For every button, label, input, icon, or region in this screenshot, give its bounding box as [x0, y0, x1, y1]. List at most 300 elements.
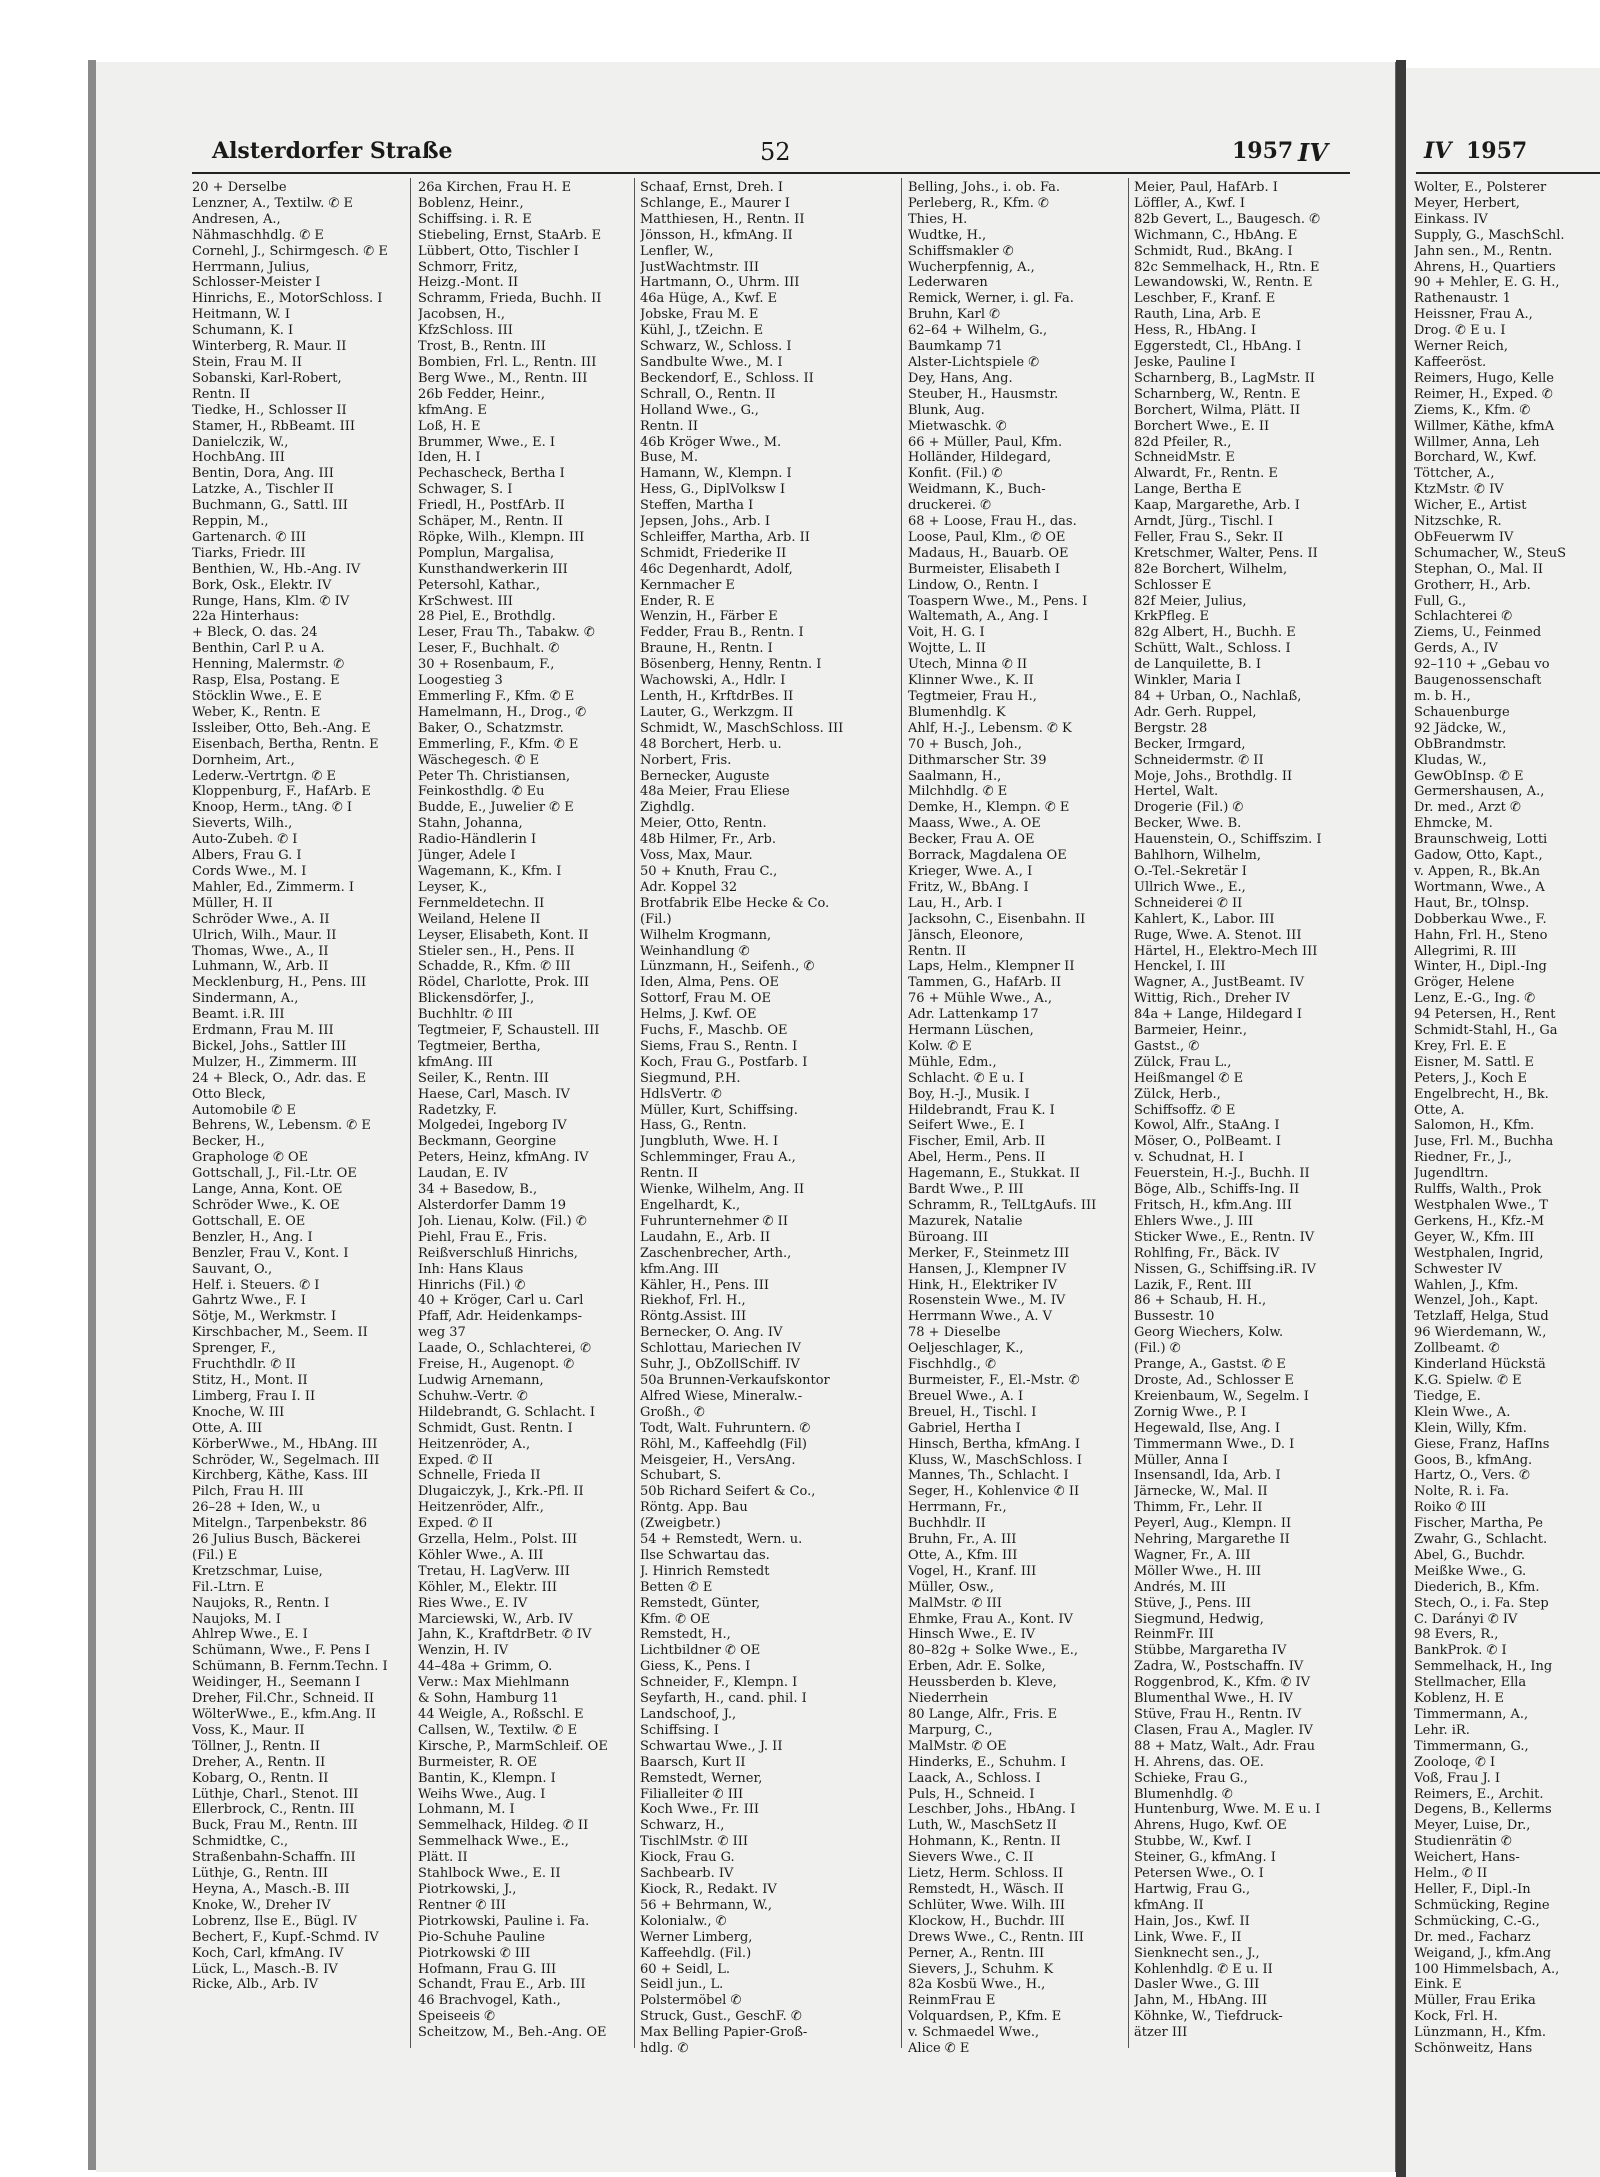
directory-entry: 40 + Kröger, Carl u. Carl: [418, 1293, 584, 1309]
directory-entry: Feinkosthdlg. ✆ Eu: [418, 784, 545, 800]
directory-entry: Diederich, B., Kfm.: [1414, 1579, 1540, 1595]
directory-entry: Lünzmann, H., Seifenh., ✆: [640, 959, 815, 975]
directory-entry: Scharnberg, W., Rentn. E: [1134, 386, 1301, 402]
directory-entry: Riedner, Fr., J.,: [1414, 1150, 1512, 1166]
directory-entry: Reimers, Hugo, Kelle: [1414, 370, 1554, 386]
directory-entry: Röntg. App. Bau: [640, 1500, 748, 1516]
directory-entry: Henning, Malermstr. ✆: [192, 657, 345, 673]
directory-entry: Emmerling, F., Kfm. ✆ E: [418, 736, 579, 752]
directory-entry: Schmorr, Fritz,: [418, 259, 518, 275]
directory-entry: Jeske, Pauline I: [1134, 354, 1236, 370]
directory-entry: Freise, H., Augenopt. ✆: [418, 1357, 575, 1373]
directory-entry: O.-Tel.-Sekretär I: [1134, 863, 1247, 879]
directory-entry: Jänsch, Eleonore,: [908, 927, 1024, 943]
directory-entry: KfzSchloss. III: [418, 323, 513, 339]
directory-entry: Blumenhdlg. ✆: [1134, 1786, 1233, 1802]
directory-entry: Seyfarth, H., cand. phil. I: [640, 1691, 807, 1707]
directory-entry: Luhmann, W., Arb. II: [192, 959, 329, 975]
directory-entry: Burmeister, R. OE: [418, 1754, 538, 1770]
directory-entry: Westphalen Wwe., T: [1414, 1198, 1548, 1213]
directory-entry: Voit, H. G. I: [908, 625, 985, 641]
directory-entry: Clasen, Frau A., Magler. IV: [1134, 1722, 1313, 1738]
directory-entry: Kinderland Hückstä: [1414, 1357, 1546, 1373]
directory-entry: Peters, Heinz, kfmAng. IV: [418, 1150, 589, 1166]
directory-entry: Voss, Max, Maur.: [640, 848, 753, 864]
directory-entry: Dreher, A., Rentn. II: [192, 1754, 326, 1770]
directory-entry: Nolte, R. i. Fa.: [1414, 1484, 1510, 1500]
directory-entry: Niederrhein: [908, 1691, 989, 1707]
directory-entry: Lichtbildner ✆ OE: [640, 1643, 761, 1659]
directory-entry: Baugenossenschaft: [1414, 673, 1542, 689]
directory-entry: Köhler, M., Elektr. III: [418, 1579, 558, 1595]
directory-entry: Stüve, Frau H., Rentn. IV: [1134, 1707, 1302, 1722]
directory-entry: Semmelhack, Hildeg. ✆ II: [418, 1818, 589, 1834]
directory-entry: Vogel, H., Kranf. III: [908, 1563, 1037, 1579]
directory-entry: Meißke Wwe., G.: [1414, 1563, 1527, 1579]
directory-entry: Filialleiter ✆ III: [640, 1786, 744, 1802]
directory-entry: Otte, A., Kfm. III: [908, 1547, 1018, 1563]
directory-entry: Siegmund, Hedwig,: [1134, 1611, 1264, 1627]
directory-entry: Fil.-Ltrn. E: [192, 1579, 265, 1595]
directory-entry: Semmelhack, H., Ing: [1414, 1659, 1553, 1675]
directory-entry: Nissen, G., Schiffsing.iR. IV: [1134, 1261, 1316, 1277]
directory-entry: Stöcklin Wwe., E. E: [192, 689, 322, 704]
column-2: [418, 180, 630, 2060]
directory-entry: Müller, Kurt, Schiffsing.: [640, 1102, 798, 1118]
directory-entry: Meyer, Luise, Dr.,: [1414, 1818, 1531, 1834]
directory-entry: Roggenbrod, K., Kfm. ✆ IV: [1134, 1675, 1311, 1691]
directory-entry: Benthin, Carl P. u A.: [192, 641, 325, 657]
directory-entry: Kirchberg, Käthe, Kass. III: [192, 1468, 369, 1484]
directory-entry: Wagner, Fr., A. III: [1134, 1547, 1251, 1563]
directory-entry: Möser, O., PolBeamt. I: [1134, 1134, 1281, 1150]
directory-entry: Schneiderei ✆ II: [1134, 895, 1243, 911]
directory-entry: Timmermann, G.,: [1414, 1738, 1529, 1754]
directory-entry: Remstedt, H., Wäsch. II: [908, 1881, 1064, 1897]
directory-entry: Jobske, Frau M. E: [640, 307, 759, 323]
directory-entry: Gabriel, Hertha I: [908, 1420, 1021, 1436]
directory-entry: Thies, H.: [908, 211, 968, 227]
directory-entry: Exped. ✆ II: [418, 1452, 493, 1468]
directory-entry: ReinmFrau E: [908, 1993, 996, 2009]
directory-entry: Radetzky, F.: [418, 1102, 497, 1118]
directory-entry: Wicher, E., Artist: [1414, 498, 1527, 514]
directory-entry: Emmerling F., Kfm. ✆ E: [418, 689, 575, 704]
directory-entry: Schmidt-Stahl, H., Ga: [1414, 1023, 1558, 1039]
directory-entry: Issleiber, Otto, Beh.-Ang. E: [192, 720, 371, 736]
directory-entry: Rentn. II: [908, 943, 966, 959]
directory-entry: Plätt. II: [418, 1850, 468, 1866]
directory-entry: Trost, B., Rentn. III: [418, 339, 546, 355]
directory-entry: Fischer, Emil, Arb. II: [908, 1134, 1046, 1150]
directory-entry: 82g Albert, H., Buchh. E: [1134, 625, 1296, 641]
directory-entry: Schuhw.-Vertr. ✆: [418, 1388, 528, 1404]
directory-entry: Jönsson, H., kfmAng. II: [640, 227, 793, 243]
directory-entry: Juse, Frl. M., Buchha: [1414, 1134, 1554, 1150]
directory-entry: 88 + Matz, Walt., Adr. Frau: [1134, 1738, 1315, 1754]
directory-entry: Peyerl, Aug., Klempn. II: [1134, 1516, 1292, 1532]
directory-entry: Schramm, R., TelLtgAufs. III: [908, 1198, 1097, 1213]
directory-entry: Schwarz, W., Schloss. I: [640, 339, 792, 355]
directory-entry: 56 + Behrmann, W.,: [640, 1897, 772, 1913]
directory-entry: Schmidt, W., MaschSchloss. III: [640, 720, 844, 736]
directory-entry: Fuhrunternehmer ✆ II: [640, 1213, 788, 1229]
directory-entry: (Fil.) ✆: [1134, 1341, 1181, 1357]
right-header-rule: [1416, 172, 1600, 174]
directory-entry: 66 + Müller, Paul, Kfm.: [908, 434, 1063, 450]
directory-entry: Hartmann, O., Uhrm. III: [640, 275, 800, 291]
directory-entry: Dr. med., Facharz: [1414, 1929, 1531, 1945]
directory-entry: Bösenberg, Henny, Rentn. I: [640, 657, 822, 673]
directory-entry: Weichert, Hans-: [1414, 1850, 1520, 1866]
scan-edge: [88, 60, 96, 2170]
directory-entry: 22a Hinterhaus:: [192, 609, 299, 625]
directory-entry: Schmidtke, C.,: [192, 1834, 289, 1850]
directory-entry: Weihs Wwe., Aug. I: [418, 1786, 546, 1802]
directory-entry: Wenzel, Joh., Kapt.: [1414, 1293, 1539, 1309]
directory-entry: Schütt, Walt., Schloss. I: [1134, 641, 1291, 657]
directory-entry: Remstedt, Werner,: [640, 1770, 763, 1786]
directory-entry: Semmelhack Wwe., E.,: [418, 1834, 569, 1850]
directory-entry: Rohlfing, Fr., Bäck. IV: [1134, 1245, 1280, 1261]
directory-entry: Arndt, Jürg., Tischl. I: [1134, 514, 1274, 530]
directory-entry: Konfit. (Fil.) ✆: [908, 466, 1003, 482]
directory-entry: Kohlenhdlg. ✆ E u. II: [1134, 1961, 1273, 1977]
directory-entry: Schrall, O., Rentn. II: [640, 386, 776, 402]
directory-entry: Rentn. II: [640, 1166, 698, 1182]
directory-entry: Grotherr, H., Arb.: [1414, 577, 1531, 593]
directory-entry: Callsen, W., Textilw. ✆ E: [418, 1722, 578, 1738]
directory-entry: 46b Kröger Wwe., M.: [640, 434, 782, 450]
directory-entry: Sachbearb. IV: [640, 1866, 734, 1882]
directory-entry: Zülck, Herb.,: [1134, 1086, 1221, 1102]
directory-entry: Rulffs, Walth., Prok: [1414, 1182, 1542, 1198]
directory-entry: Matthiesen, H., Rentn. II: [640, 211, 805, 227]
directory-entry: Schröder, W., Segelmach. III: [192, 1452, 380, 1468]
directory-entry: Zighdlg.: [640, 800, 695, 816]
directory-entry: 54 + Remstedt, Wern. u.: [640, 1532, 803, 1548]
directory-entry: Timmermann, A.,: [1414, 1707, 1529, 1722]
directory-entry: Rasp, Elsa, Postang. E: [192, 673, 340, 689]
directory-entry: Jepsen, Johs., Arb. I: [640, 514, 771, 530]
directory-entry: 96 Wierdemann, W.,: [1414, 1325, 1547, 1341]
directory-entry: Schiffsmakler ✆: [908, 243, 1014, 259]
directory-entry: Breuel, H., Tischl. I: [908, 1404, 1037, 1420]
directory-entry: Schumann, K. I: [192, 323, 294, 339]
directory-entry: ätzer III: [1134, 2025, 1188, 2041]
directory-entry: kfm.Ang. III: [640, 1261, 719, 1277]
directory-entry: 48b Hilmer, Fr., Arb.: [640, 832, 776, 848]
directory-entry: Schönweitz, Hans: [1414, 2041, 1533, 2057]
directory-entry: 44 Weigle, A., Roßschl. E: [418, 1707, 584, 1722]
directory-entry: Timmermann Wwe., D. I: [1134, 1436, 1295, 1452]
directory-entry: Dreher, Fil.Chr., Schneid. II: [192, 1691, 375, 1707]
directory-entry: Limberg, Frau I. II: [192, 1388, 316, 1404]
directory-entry: Ender, R. E: [640, 593, 715, 609]
directory-entry: Straßenbahn-Schaffn. III: [192, 1850, 356, 1866]
directory-entry: Tegtmeier, Frau H.,: [908, 689, 1037, 704]
directory-entry: Otte, A. III: [192, 1420, 263, 1436]
directory-entry: Schümann, Wwe., F. Pens I: [192, 1643, 371, 1659]
directory-entry: Perleberg, R., Kfm. ✆: [908, 195, 1049, 211]
directory-entry: Knoop, Herm., tAng. ✆ I: [192, 800, 353, 816]
directory-entry: Mahler, Ed., Zimmerm. I: [192, 879, 355, 895]
directory-entry: 84a + Lange, Hildegard I: [1134, 1007, 1303, 1023]
directory-entry: 82b Gevert, L., Baugesch. ✆: [1134, 211, 1321, 227]
directory-entry: KörberWwe., M., HbAng. III: [192, 1436, 378, 1452]
directory-entry: Haut, Br., tOlnsp.: [1414, 895, 1530, 911]
directory-entry: Giess, K., Pens. I: [640, 1659, 751, 1675]
directory-entry: Runge, Hans, Klm. ✆ IV: [192, 593, 350, 609]
directory-entry: Zornig Wwe., P. I: [1134, 1404, 1247, 1420]
directory-entry: Schandt, Frau E., Arb. III: [418, 1977, 586, 1993]
directory-entry: Fritsch, H., kfm.Ang. III: [1134, 1198, 1292, 1213]
directory-entry: Tiedke, H., Schlosser II: [192, 402, 347, 418]
directory-entry: Härtel, H., Elektro-Mech III: [1134, 943, 1318, 959]
directory-entry: HdlsVertr. ✆: [640, 1086, 722, 1102]
directory-entry: Steffen, Martha I: [640, 498, 754, 514]
directory-entry: Kloppenburg, F., HafArb. E: [192, 784, 371, 800]
directory-entry: Siegmund, P.H.: [640, 1070, 741, 1086]
directory-entry: Oeljeschlager, K.,: [908, 1341, 1024, 1357]
directory-entry: Schadde, R., Kfm. ✆ III: [418, 959, 571, 975]
directory-entry: Müller, Osw.,: [908, 1579, 994, 1595]
directory-entry: Wenzin, H., Färber E: [640, 609, 778, 625]
directory-entry: Todt, Walt. Fuhruntern. ✆: [640, 1420, 811, 1436]
directory-entry: weg 37: [418, 1325, 466, 1341]
directory-entry: Lüthje, Charl., Stenot. III: [192, 1786, 359, 1802]
directory-entry: Loß, H. E: [418, 418, 481, 434]
directory-entry: Fischhdlg., ✆: [908, 1357, 996, 1373]
directory-entry: Laade, O., Schlachterei, ✆: [418, 1341, 591, 1357]
directory-entry: Beckendorf, E., Schloss. II: [640, 370, 814, 386]
directory-entry: Müller, H. II: [192, 895, 273, 911]
directory-entry: Lenz, E.-G., Ing. ✆: [1414, 991, 1536, 1007]
directory-entry: Schubart, S.: [640, 1468, 722, 1484]
directory-entry: Sauvant, O.,: [192, 1261, 273, 1277]
directory-entry: Loose, Paul, Klm., ✆ OE: [908, 529, 1066, 545]
directory-entry: Heissner, Frau A.,: [1414, 307, 1533, 323]
directory-entry: Piotrkowski ✆ III: [418, 1945, 531, 1961]
directory-entry: Schneider, F., Klempn. I: [640, 1675, 798, 1691]
directory-entry: Kiock, Frau G.: [640, 1850, 735, 1866]
directory-entry: Röpke, Wilh., Klempn. III: [418, 529, 585, 545]
directory-entry: Jahn, M., HbAng. III: [1134, 1993, 1268, 2009]
directory-entry: Kiock, R., Redakt. IV: [640, 1881, 777, 1897]
directory-entry: Bernecker, O. Ang. IV: [640, 1325, 783, 1341]
directory-entry: Holländer, Hildegard,: [908, 450, 1052, 466]
directory-entry: Graphologe ✆ OE: [192, 1150, 309, 1166]
directory-entry: Kowol, Alfr., StaAng. I: [1134, 1118, 1280, 1134]
directory-entry: Schümann, B. Fernm.Techn. I: [192, 1659, 388, 1675]
directory-entry: Schröder Wwe., K. OE: [192, 1198, 340, 1213]
directory-entry: Fernmeldetechn. II: [418, 895, 545, 911]
directory-entry: Leser, F., Buchhalt. ✆: [418, 641, 560, 657]
directory-entry: Tretau, H. LagVerw. III: [418, 1563, 570, 1579]
directory-entry: Stüve, J., Pens. III: [1134, 1595, 1251, 1611]
directory-entry: Schäper, M., Rentn. II: [418, 514, 564, 530]
directory-entry: Jugendltrn.: [1414, 1166, 1489, 1182]
directory-entry: Weigand, J., kfm.Ang: [1414, 1945, 1552, 1961]
directory-entry: Herrmann, Fr.,: [908, 1500, 1007, 1516]
directory-entry: Stahn, Johanna,: [418, 816, 523, 832]
directory-entry: Borchert Wwe., E. II: [1134, 418, 1270, 434]
directory-entry: Ludwig Arnemann,: [418, 1372, 544, 1388]
directory-entry: Kreienbaum, W., Segelm. I: [1134, 1388, 1309, 1404]
directory-entry: H. Ahrens, das. OE.: [1134, 1754, 1264, 1770]
directory-entry: Jacobsen, H.,: [418, 307, 505, 323]
directory-entry: Rosenstein Wwe., M. IV: [908, 1293, 1066, 1309]
directory-entry: Tiarks, Friedr. III: [192, 545, 306, 561]
directory-entry: Blumenthal Wwe., H. IV: [1134, 1691, 1293, 1707]
directory-entry: 46c Degenhardt, Adolf,: [640, 561, 793, 577]
directory-entry: Henckel, I. III: [1134, 959, 1226, 975]
right-volume-label: IV: [1424, 138, 1452, 164]
directory-entry: Klein, Willy, Kfm.: [1414, 1420, 1527, 1436]
directory-entry: Röhl, M., Kaffeehdlg (Fil): [640, 1436, 807, 1452]
directory-entry: Scharnberg, B., LagMstr. II: [1134, 370, 1315, 386]
directory-entry: 46 Brachvogel, Kath.,: [418, 1993, 561, 2009]
directory-entry: Schumacher, W., SteuS: [1414, 545, 1566, 561]
directory-entry: Breuel Wwe., A. I: [908, 1388, 1024, 1404]
directory-entry: Stamer, H., RbBeamt. III: [192, 418, 356, 434]
directory-entry: de Lanquilette, B. I: [1134, 657, 1261, 673]
directory-entry: Pio-Schuhe Pauline: [418, 1929, 545, 1945]
directory-entry: Klockow, H., Buchdr. III: [908, 1913, 1065, 1929]
directory-entry: Schlachterei ✆: [1414, 609, 1513, 625]
directory-entry: Töttcher, A.,: [1414, 466, 1495, 482]
directory-entry: Weiland, Helene II: [418, 911, 541, 927]
directory-entry: Kolw. ✆ E: [908, 1038, 972, 1054]
directory-entry: Helms, J. Kwf. OE: [640, 1007, 757, 1023]
directory-entry: Dasler Wwe., G. III: [1134, 1977, 1260, 1993]
directory-entry: Bruhn, Karl ✆: [908, 307, 1001, 323]
directory-entry: Willmer, Anna, Leh: [1414, 434, 1540, 450]
directory-entry: Friedl, H., PostfArb. II: [418, 498, 565, 514]
directory-entry: GewObInsp. ✆ E: [1414, 768, 1524, 784]
directory-entry: Müller, Frau Erika: [1414, 1993, 1536, 2009]
directory-entry: Seidl jun., L.: [640, 1977, 724, 1993]
directory-entry: Beckmann, Georgine: [418, 1134, 557, 1150]
directory-entry: Meisgeier, H., VersAng.: [640, 1452, 796, 1468]
directory-entry: Borchert, Wilma, Plätt. II: [1134, 402, 1301, 418]
column-separator: [901, 178, 902, 2048]
directory-entry: 92 Jädcke, W.,: [1414, 720, 1507, 736]
directory-entry: Schlottau, Mariechen IV: [640, 1341, 801, 1357]
directory-entry: Rauth, Lina, Arb. E: [1134, 307, 1261, 323]
directory-entry: Hinsch, Bertha, kfmAng. I: [908, 1436, 1081, 1452]
directory-entry: Benzler, H., Ang. I: [192, 1229, 313, 1245]
directory-entry: (Zweigbetr.): [640, 1516, 721, 1532]
directory-entry: Schwartau Wwe., J. II: [640, 1738, 783, 1754]
directory-entry: Lazik, F., Rent. III: [1134, 1277, 1252, 1293]
directory-entry: v. Schudnat, H. I: [1134, 1150, 1244, 1166]
directory-entry: Haese, Carl, Masch. IV: [418, 1086, 570, 1102]
directory-entry: Baarsch, Kurt II: [640, 1754, 746, 1770]
directory-entry: Link, Wwe. F., II: [1134, 1929, 1242, 1945]
directory-entry: Rödel, Charlotte, Prok. III: [418, 975, 590, 991]
directory-entry: Helf. i. Steuers. ✆ I: [192, 1277, 320, 1293]
directory-entry: Hohmann, K., Rentn. II: [908, 1834, 1061, 1850]
directory-entry: Riekhof, Frl. H.,: [640, 1293, 746, 1309]
directory-entry: Wucherpfennig, A.,: [908, 259, 1035, 275]
directory-entry: Petersen Wwe., O. I: [1134, 1866, 1264, 1882]
directory-entry: Lüthje, G., Rentn. III: [192, 1866, 329, 1882]
directory-entry: Seifert Wwe., E. I: [908, 1118, 1025, 1134]
directory-entry: Mietwaschk. ✆: [908, 418, 1007, 434]
directory-entry: + Bleck, O. das. 24: [192, 625, 318, 641]
directory-entry: Krey, Frl. E. E: [1414, 1038, 1507, 1054]
directory-entry: Wagner, A., JustBeamt. IV: [1134, 975, 1305, 991]
directory-entry: Ahrens, Hugo, Kwf. OE: [1134, 1818, 1287, 1834]
directory-entry: Nitzschke, R.: [1414, 514, 1502, 530]
directory-entry: Schlacht. ✆ E u. I: [908, 1070, 1025, 1086]
directory-entry: 50a Brunnen-Verkaufskontor: [640, 1372, 830, 1388]
directory-entry: Leser, Frau Th., Tabakw. ✆: [418, 625, 595, 641]
directory-entry: Landschoof, J.,: [640, 1707, 737, 1722]
directory-entry: Prange, A., Gastst. ✆ E: [1134, 1357, 1286, 1373]
directory-entry: Schmidt, Friederike II: [640, 545, 787, 561]
directory-entry: Hink, H., Elektriker IV: [908, 1277, 1057, 1293]
directory-entry: Barmeier, Heinr.,: [1134, 1023, 1248, 1039]
directory-entry: Droste, Ad., Schlosser E: [1134, 1372, 1294, 1388]
directory-entry: TischlMstr. ✆ III: [640, 1834, 748, 1850]
directory-entry: Kock, Frl. H.: [1414, 2009, 1498, 2025]
directory-entry: Lange, Bertha E: [1134, 482, 1242, 498]
directory-entry: 82d Pfeiler, R.,: [1134, 434, 1232, 450]
directory-entry: Zadra, W., Postschaffn. IV: [1134, 1659, 1304, 1675]
directory-entry: Steuber, H., Hausmstr.: [908, 386, 1059, 402]
directory-entry: Kludas, W.,: [1414, 752, 1487, 768]
column-3: [640, 180, 896, 2060]
directory-entry: Jahn sen., M., Rentn.: [1414, 243, 1553, 259]
directory-entry: Ziems, U., Feinmed: [1414, 625, 1542, 641]
directory-entry: Willmer, Käthe, kfmA: [1414, 418, 1555, 434]
directory-entry: Bentin, Dora, Ang. III: [192, 466, 334, 482]
directory-entry: KrSchwest. III: [418, 593, 513, 609]
directory-entry: Bombien, Frl. L., Rentn. III: [418, 354, 597, 370]
directory-entry: 100 Himmelsbach, A.,: [1414, 1961, 1560, 1977]
directory-entry: Nähmaschhdlg. ✆ E: [192, 227, 324, 243]
directory-entry: Dlugaiczyk, J., Krk.-Pfl. II: [418, 1484, 584, 1500]
directory-entry: Mecklenburg, H., Pens. III: [192, 975, 367, 991]
directory-entry: Alster-Lichtspiele ✆: [908, 354, 1040, 370]
directory-entry: Großh., ✆: [640, 1404, 705, 1420]
directory-entry: Eink. E: [1414, 1977, 1462, 1993]
directory-entry: Thomas, Wwe., A., II: [192, 943, 329, 959]
directory-entry: Meier, Paul, HafArb. I: [1134, 180, 1278, 195]
directory-entry: Max Belling Papier-Groß-: [640, 2025, 808, 2041]
directory-entry: Wienke, Wilhelm, Ang. II: [640, 1182, 805, 1198]
directory-entry: Heitzenröder, Alfr.,: [418, 1500, 544, 1516]
directory-entry: Kunsthandwerkerin III: [418, 561, 568, 577]
directory-entry: Seger, H., Kohlenvice ✆ II: [908, 1484, 1080, 1500]
directory-entry: Seiler, K., Rentn. III: [418, 1070, 549, 1086]
directory-entry: Gadow, Otto, Kapt.,: [1414, 848, 1543, 864]
directory-entry: (Fil.) E: [192, 1547, 238, 1563]
directory-entry: Allegrimi, R. III: [1414, 943, 1517, 959]
directory-entry: Meier, Otto, Rentn.: [640, 816, 767, 832]
directory-entry: J. Hinrich Remstedt: [640, 1563, 770, 1579]
directory-entry: Geyer, W., Kfm. III: [1414, 1229, 1535, 1245]
directory-entry: Blunk, Aug.: [908, 402, 985, 418]
directory-entry: KtzMstr. ✆ IV: [1414, 482, 1504, 498]
directory-entry: Schiffsing. I: [640, 1722, 719, 1738]
directory-entry: Koch, Carl, kfmAng. IV: [192, 1945, 344, 1961]
directory-entry: MalMstr. ✆ OE: [908, 1738, 1007, 1754]
directory-entry: K.G. Spielw. ✆ E: [1414, 1372, 1522, 1388]
directory-entry: Mazurek, Natalie: [908, 1213, 1023, 1229]
